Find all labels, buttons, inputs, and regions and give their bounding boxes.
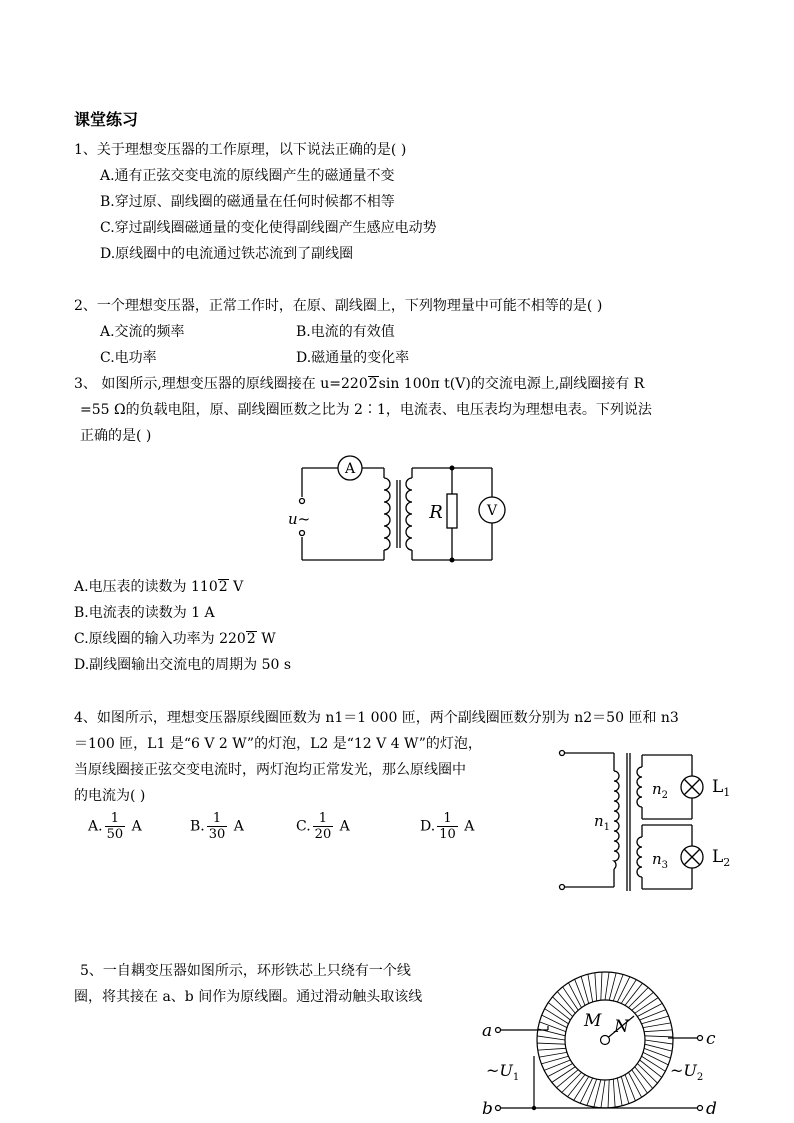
- winding-turn: [595, 973, 597, 1001]
- q3-option-b: B.电流表的读数为 1 A: [74, 605, 215, 621]
- q1-option-d: D.原线圈中的电流通过铁芯流到了副线圈: [100, 246, 354, 262]
- winding-turn: [643, 1023, 671, 1028]
- winding-turn: [588, 974, 593, 1002]
- q1-stem: 1、关于理想变压器的工作原理，以下说法正确的是( ): [74, 142, 407, 158]
- q1-option-b: B.穿过原、副线圈的磁通量在任何时候都不相等: [100, 194, 395, 210]
- q2-option-c: C.电功率: [100, 350, 157, 366]
- terminal-d-label: d: [706, 1099, 717, 1119]
- u1-label: $\sim U_1$: [486, 1061, 520, 1083]
- q4-stem-line3: 当原线圈接正弦交变电流时，两灯泡均正常发光，那么原线圈中: [74, 762, 466, 778]
- u2-label: $\sim U_2$: [670, 1061, 704, 1083]
- q3-stem-line3: 正确的是( ): [80, 428, 152, 444]
- winding-turn: [537, 1043, 565, 1044]
- winding-turn: [605, 972, 609, 1000]
- q2-option-a: A.交流的频率: [100, 324, 185, 340]
- terminal-a-label: a: [482, 1021, 493, 1041]
- q2-option-d: D.磁通量的变化率: [296, 350, 410, 366]
- winding-turn: [637, 1003, 662, 1016]
- q4-option-c: C. $\frac{1}{20}$ A: [296, 811, 350, 842]
- winding-turn: [645, 1036, 673, 1037]
- winding-turn: [644, 1030, 672, 1032]
- q4-option-d: D. $\frac{1}{10}$ A: [420, 811, 475, 842]
- q4-stem-line4: 的电流为( ): [74, 788, 146, 804]
- winding-turn: [575, 979, 585, 1005]
- q5-stem-line2: 圈，将其接在 a、b 间作为原线圈。通过滑动触头取该线: [74, 989, 423, 1005]
- q3-option-d: D.副线圈输出交流电的周期为 50 s: [74, 657, 292, 673]
- winding-turn: [635, 998, 658, 1014]
- winding-turn: [537, 1036, 565, 1040]
- winding-turn: [563, 987, 579, 1010]
- lamp-l1-label: $L_1$: [712, 777, 731, 799]
- winding-turn: [568, 983, 581, 1008]
- q4-stem-line2: ＝100 匝，L1 是“6 V 2 W”的灯泡，L2 是“12 V 4 W”的灯泡，: [74, 736, 482, 752]
- winding-turn: [629, 1072, 642, 1097]
- q1-option-a: A.通有正弦交变电流的原线圈产生的磁通量不变: [100, 168, 395, 184]
- contact-n-label: N: [614, 1017, 629, 1037]
- q4-option-a: A. $\frac{1}{50}$ A: [88, 811, 142, 842]
- winding-turn: [574, 1077, 589, 1101]
- winding-turn: [642, 1056, 666, 1071]
- q3-stem-line1: 3、 如图所示,理想变压器的原线圈接在 u=2202sin 100π t(V)的交流电源上,副线圈接有 R: [74, 376, 645, 392]
- q3-sqrt: 2: [368, 376, 378, 392]
- winding-turn: [643, 1052, 668, 1064]
- q5-stem-line1: 5、一自耦变压器如图所示，环形铁芯上只绕有一个线: [80, 963, 411, 979]
- q3-option-a: A.电压表的读数为 1102 V: [74, 579, 244, 595]
- q2-option-b: B.电流的有效值: [296, 324, 395, 340]
- q3-stem-line2: =55 Ω的负载电阻，原、副线圈匝数之比为 2∶1，电流表、电压表均为理想电表。下列说法: [80, 402, 652, 418]
- n2-label: $n_2$: [652, 780, 669, 801]
- voltmeter-label: V: [486, 503, 498, 519]
- winding-turn: [601, 972, 602, 1000]
- winding-turn: [608, 1080, 609, 1108]
- terminal-c-label: c: [706, 1029, 716, 1049]
- winding-turn: [625, 1075, 635, 1101]
- page-title: 课堂练习: [74, 110, 139, 129]
- n3-label: $n_3$: [652, 850, 669, 871]
- winding-turn: [545, 1009, 569, 1024]
- winding-turn: [617, 977, 629, 1002]
- ammeter-label: A: [344, 461, 356, 477]
- winding-turn: [640, 1010, 666, 1020]
- terminal-b-label: b: [482, 1099, 493, 1119]
- winding-turn: [552, 1067, 575, 1083]
- q5-autotransformer-diagram: [478, 968, 738, 1123]
- winding-turn: [542, 1015, 567, 1027]
- winding-turn: [613, 1079, 615, 1107]
- q3-option-c: C.原线圈的输入功率为 2202 W: [74, 631, 276, 647]
- winding-turn: [645, 1040, 673, 1044]
- resistor-label: R: [429, 502, 443, 523]
- q2-stem: 2、一个理想变压器，正常工作时，在原、副线圈上，下列物理量中可能不相等的是( ): [74, 298, 603, 314]
- winding-turn: [548, 1064, 573, 1077]
- q4-transformer-diagram: [552, 745, 752, 895]
- contact-m-label: M: [584, 1011, 602, 1031]
- winding-turn: [538, 1048, 566, 1050]
- source-label: u~: [288, 510, 311, 528]
- winding-turn: [544, 1060, 570, 1070]
- winding-turn: [632, 1070, 648, 1093]
- winding-turn: [617, 1078, 622, 1106]
- q1-option-c: C.穿过副线圈磁通量的变化使得副线圈产生感应电动势: [100, 220, 437, 236]
- winding-turn: [621, 980, 636, 1004]
- lamp-l2-label: $L_2$: [712, 847, 731, 869]
- n1-label: $n_1$: [594, 812, 611, 833]
- q4-option-b: B. $\frac{1}{30}$ A: [190, 811, 244, 842]
- q4-stem-line1: 4、如图所示，理想变压器原线圈匝数为 n1＝1 000 匝，两个副线圈匝数分别为 n2＝50 匝和 n3: [74, 710, 679, 726]
- winding-turn: [539, 1052, 567, 1057]
- winding-turn: [580, 1078, 592, 1103]
- q3-circuit-diagram: [280, 452, 520, 572]
- winding-turn: [601, 1080, 605, 1108]
